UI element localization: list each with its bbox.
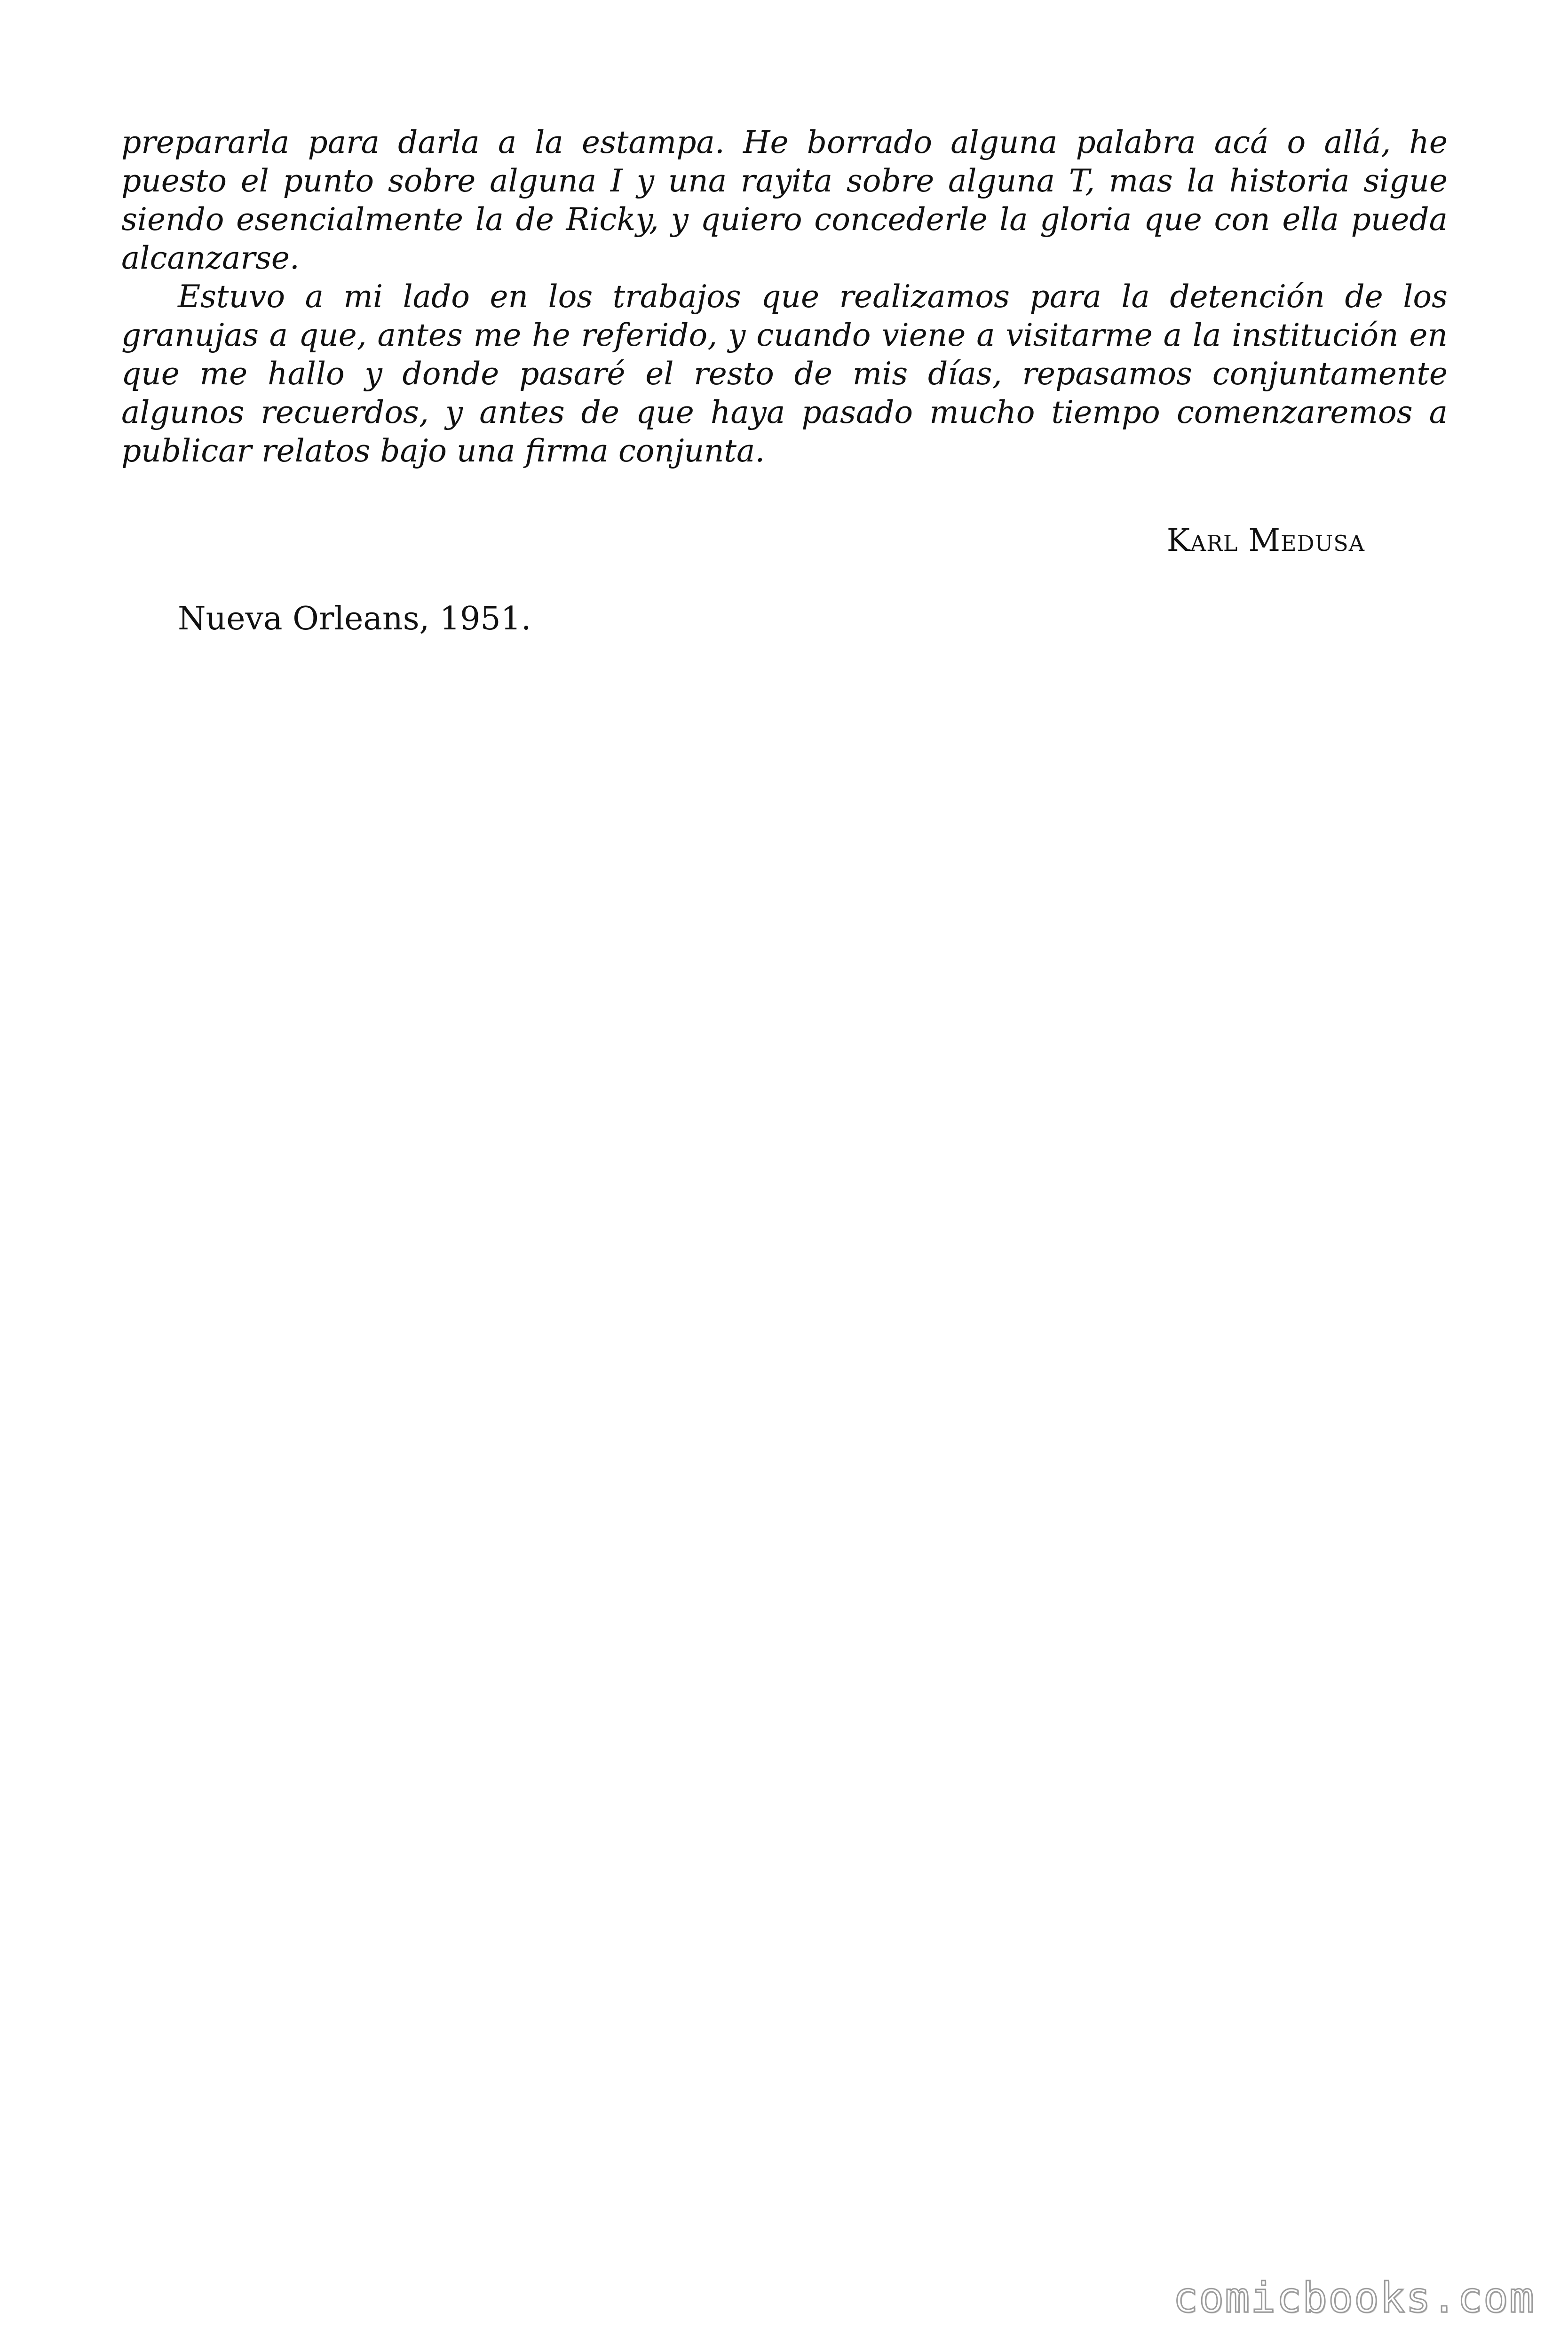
watermark-logo: comicbooks.com — [1173, 2273, 1535, 2322]
document-body — [121, 123, 1448, 470]
paragraph-continuation: prepararla para darla a la estampa. He borrado alguna palabra acá o allá, he puesto el punto sobre alguna I y una rayita sobre alguna T, mas la historia sigue siendo esencialmente la de Ricky, y quiero concederle la gloria que con ella pueda alcanzarse. — [121, 124, 1448, 276]
author-signature: Karl Medusa — [1166, 522, 1365, 558]
paragraph-second: Estuvo a mi lado en los trabajos que realizamos para la detención de los granujas a que, antes me he referido, y cuando viene a visitarme a la institución en que me hallo y donde pasaré el resto de mis días, repasamos conjuntamente algunos recuerdos, y antes de que haya pasado mucho tiempo comenzaremos a publicar relatos bajo una firma conjunta. — [121, 278, 1448, 469]
place-date-line: Nueva Orleans, 1951. — [178, 600, 531, 637]
